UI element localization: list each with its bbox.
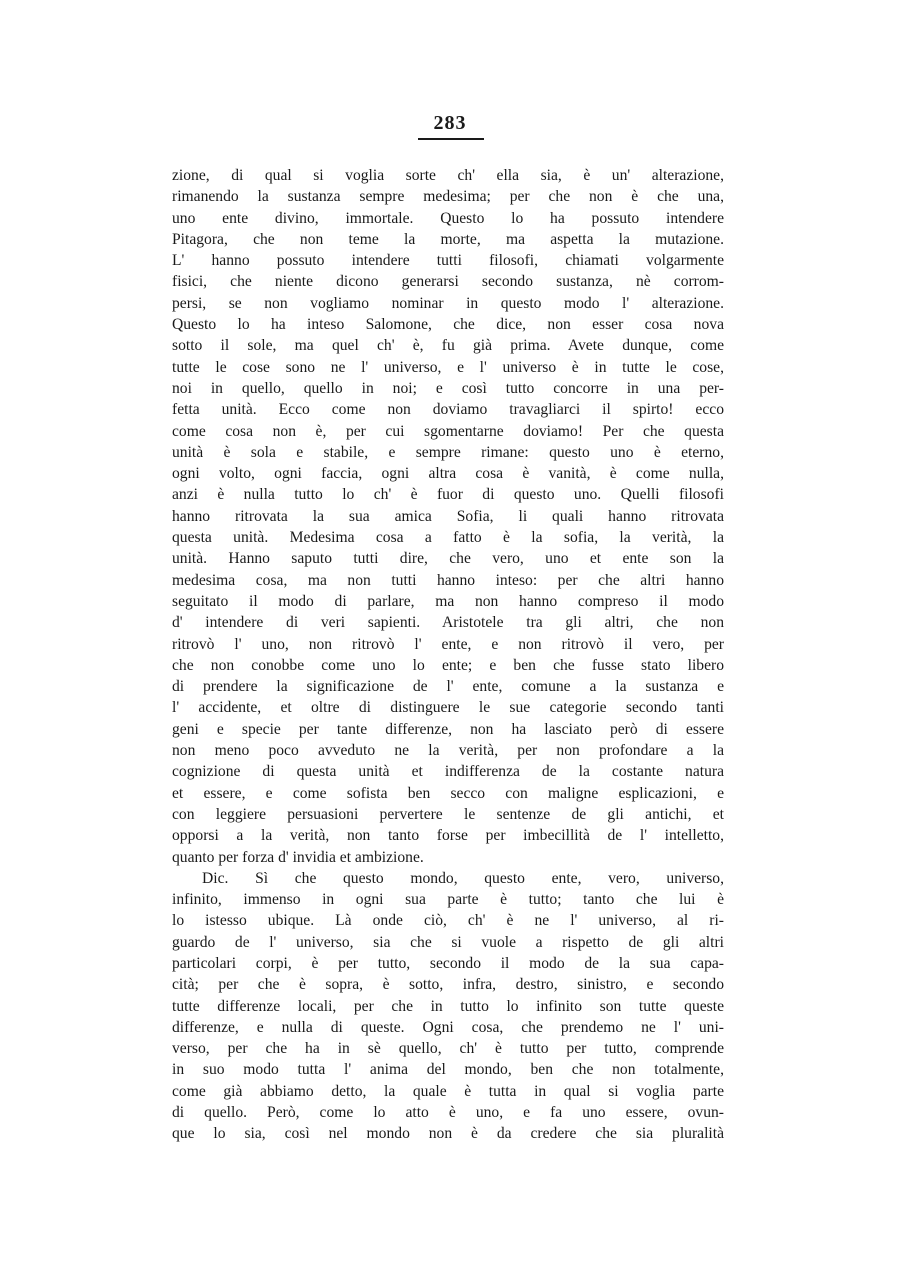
text-line: medesima cosa, ma non tutti hanno inteso: per che altri hanno [172, 571, 724, 589]
text-line: et essere, e come sofista ben secco con maligne esplicazioni, e [172, 784, 724, 802]
text-line: differenze, e nulla di queste. Ogni cosa, che prendemo ne l' uni- [172, 1018, 724, 1036]
text-line: come già abbiamo detto, la quale è tutta in qual si voglia parte [172, 1082, 724, 1100]
text-line: persi, se non vogliamo nominar in questo modo l' alterazione. [172, 294, 724, 312]
text-line: che non conobbe come uno lo ente; e ben che fusse stato libero [172, 656, 724, 674]
text-line: tutte le cose sono ne l' universo, e l' universo è in tutte le cose, [172, 358, 724, 376]
text-line: anzi è nulla tutto lo ch' è fuor di questo uno. Quelli filosofi [172, 486, 724, 504]
text-line: in suo modo tutta l' anima del mondo, ben che non totalmente, [172, 1061, 724, 1079]
text-line: fisici, che niente dicono generarsi secondo sustanza, nè corrom- [172, 273, 724, 291]
body-text [172, 165, 724, 1145]
text-line: di quello. Però, come lo atto è uno, e fa uno essere, ovun- [172, 1104, 724, 1122]
text-line: particolari corpi, è per tutto, secondo il modo de la sua capa- [172, 954, 724, 972]
text-line: opporsi a la verità, non tanto forse per imbecillità de l' intelletto, [172, 827, 724, 845]
text-line: unità è sola e stabile, e sempre rimane: questo uno è eterno, [172, 443, 724, 461]
text-line: Pitagora, che non teme la morte, ma aspetta la mutazione. [172, 230, 724, 248]
text-line: fetta unità. Ecco come non doviamo travagliarci il spirto! ecco [172, 401, 724, 419]
text-line: que lo sia, così nel mondo non è da credere che sia pluralità [172, 1125, 724, 1143]
text-line: verso, per che ha in sè quello, ch' è tutto per tutto, comprende [172, 1040, 724, 1058]
text-line: unità. Hanno saputo tutti dire, che vero, uno et ente son la [172, 550, 724, 568]
text-line: Questo lo ha inteso Salomone, che dice, non esser cosa nova [172, 316, 724, 334]
text-line: uno ente divino, immortale. Questo lo ha possuto intendere [172, 209, 724, 227]
text-line: hanno ritrovata la sua amica Sofia, li quali hanno ritrovata [172, 507, 724, 525]
text-line: geni e specie per tante differenze, non ha lasciato però di essere [172, 720, 724, 738]
header-rule [418, 138, 484, 140]
text-line: cognizione di questa unità et indifferenza de la costante natura [172, 763, 724, 781]
text-line: d' intendere di veri sapienti. Aristotele tra gli altri, che non [172, 614, 724, 632]
page-number: 283 [433, 112, 467, 134]
text-line: quanto per forza d' invidia et ambizione. [172, 848, 424, 866]
text-line: ritrovò l' uno, non ritrovò l' ente, e non ritrovò il vero, per [172, 635, 724, 653]
text-line: l' accidente, et oltre di distinguere le sue categorie secondo tanti [172, 699, 724, 717]
text-line: cità; per che è sopra, è sotto, infra, destro, sinistro, e secondo [172, 976, 724, 994]
text-line: guardo de l' universo, sia che si vuole a rispetto de gli altri [172, 933, 724, 951]
text-line: lo istesso ubique. Là onde ciò, ch' è ne l' universo, al ri- [172, 912, 724, 930]
text-line: questa unità. Medesima cosa a fatto è la sofia, la verità, la [172, 529, 724, 547]
text-line: di prendere la significazione de l' ente, comune a la sustanza e [172, 678, 724, 696]
text-line: come cosa non è, per cui sgomentarne doviamo! Per che questa [172, 422, 724, 440]
text-line: non meno poco avveduto ne la verità, per non profondare a la [172, 742, 724, 760]
text-line: L' hanno possuto intendere tutti filosofi, chiamati volgarmente [172, 252, 724, 270]
text-line: infinito, immenso in ogni sua parte è tutto; tanto che lui è [172, 891, 724, 909]
text-line: seguitato il modo di parlare, ma non hanno compreso il modo [172, 592, 724, 610]
text-line: ogni volto, ogni faccia, ogni altra cosa è vanità, è come nulla, [172, 465, 724, 483]
text-line: tutte differenze locali, per che in tutto lo infinito son tutte queste [172, 997, 724, 1015]
text-line: zione, di qual si voglia sorte ch' ella sia, è un' alterazione, [172, 167, 724, 184]
text-line: con leggiere persuasioni pervertere le sentenze de gli antichi, et [172, 805, 724, 823]
text-line: Dic. Sì che questo mondo, questo ente, vero, universo, [202, 869, 724, 887]
text-line: rimanendo la sustanza sempre medesima; per che non è che una, [172, 188, 724, 206]
text-line: sotto il sole, ma quel ch' è, fu già prima. Avete dunque, come [172, 337, 724, 355]
text-line: noi in quello, quello in noi; e così tutto concorre in una per- [172, 379, 724, 397]
